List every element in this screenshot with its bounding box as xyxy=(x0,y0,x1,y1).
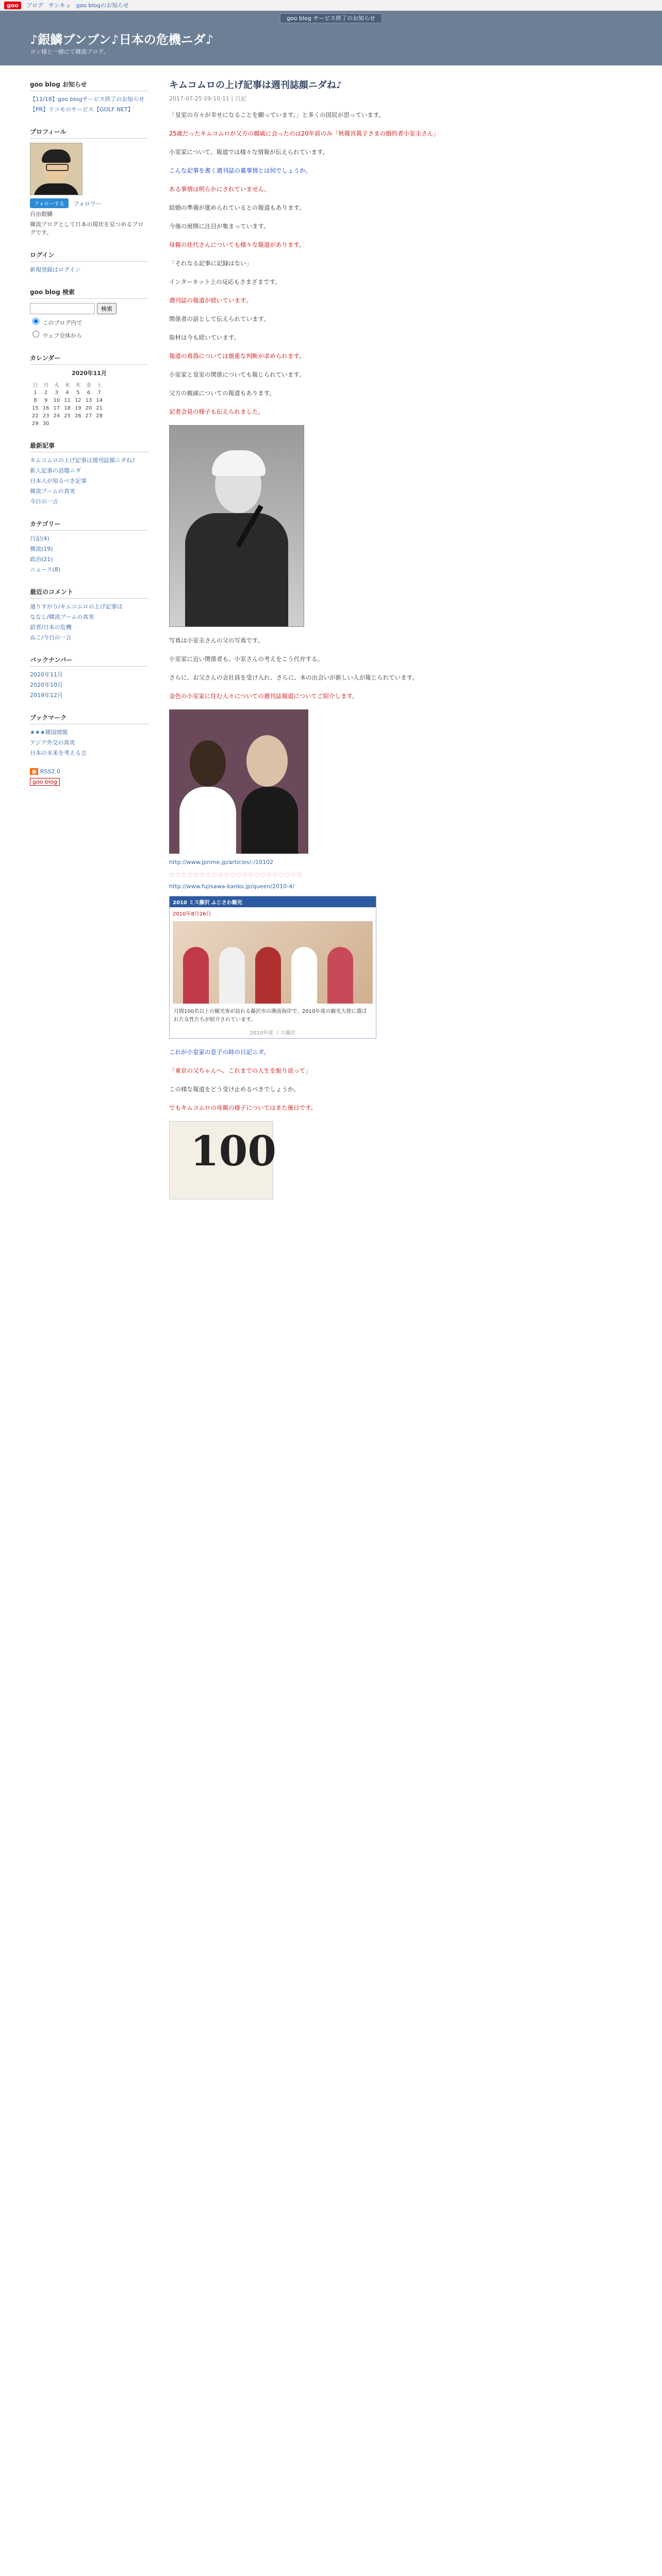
cal-date[interactable]: 9 xyxy=(44,398,48,403)
bookmark-item[interactable]: アジア外交の真実 xyxy=(30,739,75,746)
service-end-notice[interactable]: goo blog サービス終了のお知らせ xyxy=(280,13,382,23)
recent-item[interactable]: 今日の一言 xyxy=(30,498,58,505)
post-paragraph: こんな記事を書く週刊誌の裏事情とは何でしょうか。 xyxy=(169,167,311,174)
search-scope-blog-label: このブログ内で xyxy=(42,319,82,326)
embedded-article[interactable] xyxy=(169,896,376,1039)
top-link-news[interactable]: goo blogのお知らせ xyxy=(76,2,129,9)
comments-title: 最近のコメント xyxy=(30,585,148,599)
post-paragraph: 週刊誌の報道が続いています。 xyxy=(169,297,252,304)
calendar xyxy=(30,380,105,428)
search-scope-web[interactable] xyxy=(32,331,39,337)
heart-divider: ♡♡♡♡♡♡♡♡♡♡♡♡♡♡♡♡♡♡♡♡♡♡ xyxy=(169,872,303,879)
category-item[interactable]: 政治(21) xyxy=(30,556,53,563)
post-paragraph: 写真は小室圭さんの父の写真です。 xyxy=(169,637,264,644)
post-paragraph: さらに、お父さんの会社員を受け入れ、さらに、本の出会いが新しい人が報じられています。 xyxy=(169,674,418,681)
post-paragraph: 今後の展開に注目が集まっています。 xyxy=(169,223,270,230)
cal-day: 水 xyxy=(64,383,70,388)
top-nav-bar xyxy=(0,0,662,11)
comment-item[interactable]: 通りすがり/キムコムロの上げ記事は xyxy=(30,603,123,610)
cal-date[interactable]: 16 xyxy=(42,405,49,411)
cal-date[interactable]: 3 xyxy=(55,390,59,396)
source-url-2[interactable]: http://www.fujisawa-kanko.jp/queen/2010-4/ xyxy=(169,883,294,890)
cal-day: 木 xyxy=(75,383,81,388)
embed-footer: 2010年度 ミス藤沢 xyxy=(250,1030,296,1036)
follow-button[interactable]: フォローする xyxy=(30,198,69,208)
search-scope-web-label: ウェブ全体から xyxy=(42,332,82,339)
post-title[interactable]: キムコムロの上げ記事は週刊誌顔ニダね♪ xyxy=(169,80,342,91)
post-content xyxy=(169,78,623,1199)
cal-date[interactable]: 22 xyxy=(32,413,39,419)
calendar-title: カレンダー xyxy=(30,351,148,365)
speaker-photo[interactable] xyxy=(169,425,304,627)
source-url-1[interactable]: http://www.jprime.jp/articles/-/10102 xyxy=(169,859,274,866)
post-paragraph: でもキムコムロの母親の様子についてはまた後日です。 xyxy=(169,1104,317,1111)
goo-badge[interactable]: goo blog xyxy=(30,778,60,786)
goo-logo[interactable]: goo xyxy=(4,2,21,9)
book-number: 100 xyxy=(190,1127,276,1175)
header-banner xyxy=(0,11,662,48)
post-paragraph: 取材は今も続いています。 xyxy=(169,334,240,341)
cal-date[interactable]: 11 xyxy=(64,398,71,403)
post-paragraph: 記者会見の様子も伝えられました。 xyxy=(169,408,264,415)
cal-date[interactable]: 19 xyxy=(74,405,81,411)
cal-date[interactable]: 15 xyxy=(32,405,39,411)
cal-day: 金 xyxy=(86,383,92,388)
cal-day: 日 xyxy=(32,383,38,388)
cal-date[interactable]: 8 xyxy=(34,398,37,403)
site-description: ヨン様と一緒にて韓流ブログ。 xyxy=(0,48,662,65)
post-paragraph: この様な報道をどう受け止めるべきでしょうか。 xyxy=(169,1086,300,1093)
sidebar-notice-title: goo blog お知らせ xyxy=(30,78,148,91)
comment-item[interactable]: ぬこ/今日の一言 xyxy=(30,634,72,641)
follower-link[interactable]: フォロワー xyxy=(73,200,102,207)
recent-item[interactable]: 韓流ブームの真実 xyxy=(30,488,75,495)
rss-icon[interactable]: ▣ xyxy=(30,768,38,775)
sidebar xyxy=(30,78,148,1199)
cal-date[interactable]: 24 xyxy=(53,413,60,419)
post-paragraph: 金色の小室家に住む人々についての週刊誌報道についてご紹介します。 xyxy=(169,692,358,700)
cal-date[interactable]: 12 xyxy=(74,398,81,403)
embed-date: 2010年8月26日 xyxy=(173,911,211,917)
recent-item[interactable]: 新人記事の話題ニダ xyxy=(30,467,81,474)
top-link-blog[interactable]: ブログ xyxy=(26,2,43,9)
cal-day: 月 xyxy=(43,383,49,388)
cal-date[interactable]: 1 xyxy=(34,390,37,396)
recent-title: 最新記事 xyxy=(30,439,148,452)
category-title: カテゴリー xyxy=(30,517,148,531)
bookmark-item[interactable]: 日本の未来を考える会 xyxy=(30,750,87,756)
post-paragraph: 母親の佳代さんについても様々な報道があります。 xyxy=(169,241,305,248)
profile-title: プロフィール xyxy=(30,125,148,139)
post-paragraph: 「それなる記事に記録はない」 xyxy=(169,260,252,267)
post-paragraph: 小室家に近い関係者も。小室さんの考えをこう代弁する。 xyxy=(169,655,323,663)
profile-text: 韓流ブログとして日本の現状を見つめるブログです。 xyxy=(30,221,144,236)
post-paragraph: 「東京の父ちゃんへ、これまでの人生を振り返って」 xyxy=(169,1067,311,1074)
comment-item[interactable]: ななし/韓流ブームの真実 xyxy=(30,614,94,620)
post-paragraph: 「皇室の方々が幸せになることを願っています。」と多くの国民が思っています。 xyxy=(169,111,385,118)
embed-header: 2010 ミス藤沢 ふじさわ観光 xyxy=(170,896,376,907)
calendar-month: 2020年11月 xyxy=(72,370,107,377)
bookmark-item[interactable]: ★★★韓国情報 xyxy=(30,729,68,736)
embed-text: 月間100名以上の観光客が訪れる藤沢市の湘南海岸で、2010年度の観光大使に選ばれた女性たちが紹介されています。 xyxy=(174,1009,367,1023)
post-paragraph: 25歳だったキムコムロが父方の親戚に会ったのは20年前のみ「秋篠宮眞子さまの婚約者小室圭さん」 xyxy=(169,130,439,137)
login-link[interactable]: 新規登録はログイン xyxy=(30,266,81,273)
cal-date[interactable]: 14 xyxy=(96,398,103,403)
cal-date[interactable]: 21 xyxy=(96,405,103,411)
cal-date[interactable]: 10 xyxy=(53,398,60,403)
recent-item[interactable]: キムコムロの上げ記事は週刊誌顔ニダね♪ xyxy=(30,457,136,464)
cal-day: 土 xyxy=(96,383,102,388)
cal-date[interactable]: 30 xyxy=(42,421,49,427)
search-scope-blog[interactable] xyxy=(32,318,39,325)
rss-link[interactable]: RSS2.0 xyxy=(40,768,61,775)
site-title[interactable]: ♪銀鱗ブンブン♪日本の危機ニダ♪ xyxy=(30,32,214,47)
cal-date[interactable]: 6 xyxy=(87,390,91,396)
cal-date[interactable]: 2 xyxy=(44,390,48,396)
notice-link-1[interactable]: 【11/18】goo blogサービス終了のお知らせ xyxy=(30,96,145,103)
bookmark-title: ブックマーク xyxy=(30,711,148,724)
cal-date[interactable]: 27 xyxy=(85,413,92,419)
cal-date[interactable]: 17 xyxy=(53,405,60,411)
post-paragraph: ある事情は明らかにされていません。 xyxy=(169,185,271,193)
cal-day: 火 xyxy=(54,383,59,388)
profile-name: 自由銀鱗 xyxy=(30,211,53,217)
cal-date[interactable]: 13 xyxy=(85,398,92,403)
cal-date[interactable]: 29 xyxy=(32,421,39,427)
cal-date[interactable]: 18 xyxy=(64,405,71,411)
couple-photo[interactable] xyxy=(169,709,308,854)
cal-date[interactable]: 23 xyxy=(42,413,49,419)
cal-date[interactable]: 4 xyxy=(65,390,69,396)
cal-date[interactable]: 28 xyxy=(96,413,103,419)
cal-date[interactable]: 7 xyxy=(97,390,101,396)
search-button[interactable]: 検索 xyxy=(97,303,117,314)
search-input[interactable] xyxy=(30,303,95,314)
backnumber-title: バックナンバー xyxy=(30,653,148,667)
backnumber-item[interactable]: 2020年10月 xyxy=(30,682,63,688)
comment-item[interactable]: 読者/日本の危機 xyxy=(30,624,72,631)
category-item[interactable]: 韓流(19) xyxy=(30,546,53,552)
recent-item[interactable]: 日本人が知るべき記事 xyxy=(30,478,87,484)
post-paragraph: これが小室家の息子の時の日記ニダ。 xyxy=(169,1048,270,1056)
post-paragraph: 小室家について、報道では様々な情報が伝えられています。 xyxy=(169,148,329,156)
post-paragraph: 小室家と皇室の関係についても報じられています。 xyxy=(169,371,305,378)
cal-date[interactable]: 5 xyxy=(76,390,80,396)
login-title: ログイン xyxy=(30,248,148,262)
post-paragraph: 父方の親戚についての報道もあります。 xyxy=(169,389,275,397)
profile-avatar[interactable] xyxy=(30,143,82,195)
post-date: 2017-07-25 09:10:11 | 日記 xyxy=(169,95,246,102)
book-cover-image[interactable] xyxy=(169,1121,276,1199)
post-paragraph: 結婚の準備が進められているとの報道もあります。 xyxy=(169,204,305,211)
post-paragraph: 関係者の話として伝えられています。 xyxy=(169,315,270,323)
cal-date[interactable]: 20 xyxy=(85,405,92,411)
notice-link-2[interactable]: 【PR】ドコモのサービス【GOLF NET】 xyxy=(30,106,134,113)
post-paragraph: 報道の真偽については慎重な判断が求められます。 xyxy=(169,352,305,360)
category-item[interactable]: 日記(4) xyxy=(30,535,49,542)
backnumber-item[interactable]: 2019年12月 xyxy=(30,692,63,699)
backnumber-item[interactable]: 2020年11月 xyxy=(30,671,63,678)
cal-date[interactable]: 25 xyxy=(64,413,71,419)
search-title: goo blog 検索 xyxy=(30,285,148,299)
top-link-sankyu[interactable]: サンキュ xyxy=(48,2,71,9)
category-item[interactable]: ニュース(8) xyxy=(30,566,61,573)
cal-date[interactable]: 26 xyxy=(74,413,81,419)
post-paragraph: インターネット上の反応もさまざまです。 xyxy=(169,278,281,285)
embed-photo xyxy=(173,921,373,1004)
